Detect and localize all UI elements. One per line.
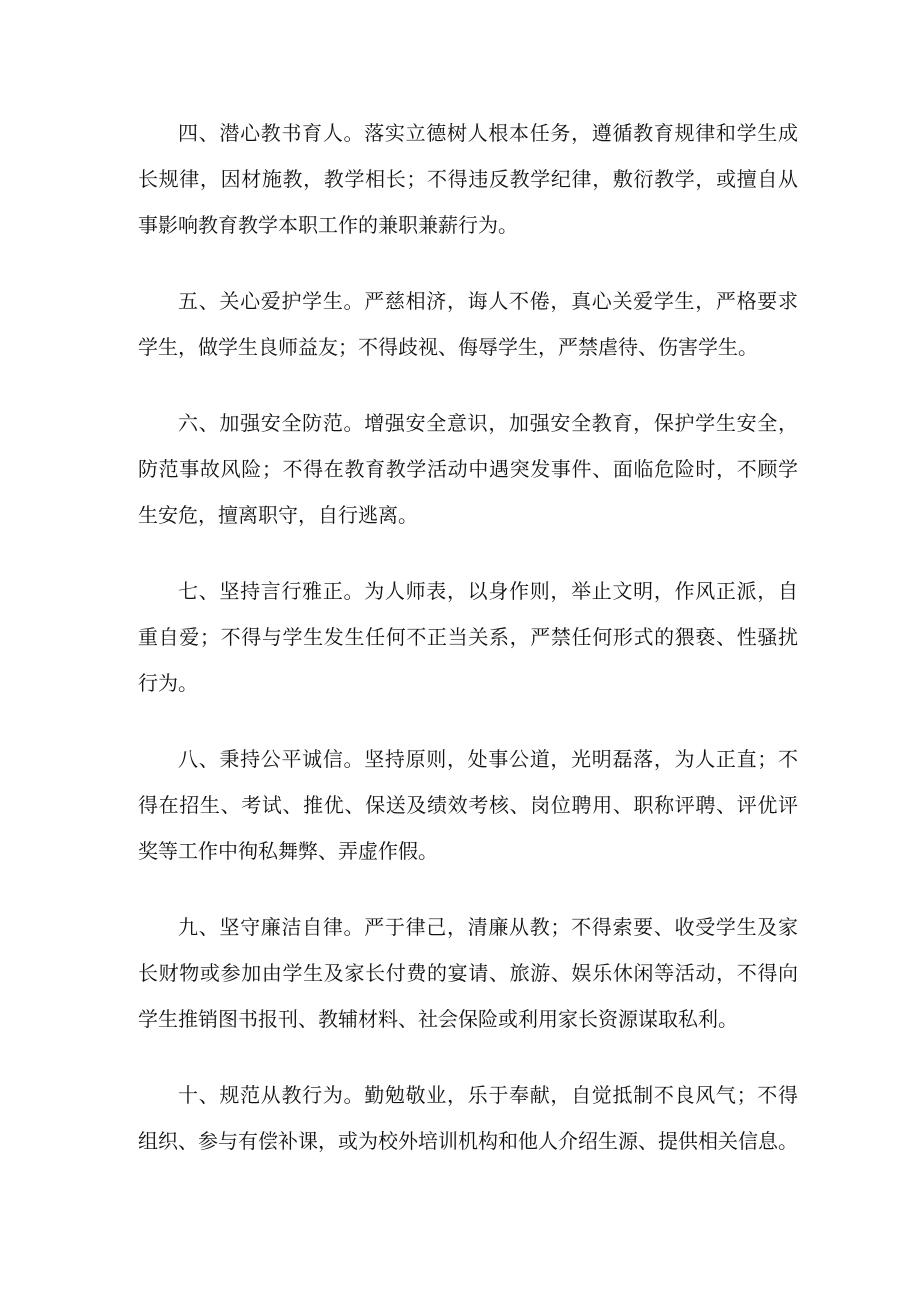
clause-7-line-3: 行为。 <box>138 671 198 695</box>
clause-6 <box>138 400 798 538</box>
clause-4 <box>138 110 798 248</box>
clause-6-line-2: 防范事故风险；不得在教育教学活动中遇突发事件、面临危险时，不顾学 <box>138 457 798 481</box>
clause-8 <box>138 736 798 874</box>
clause-9-line-3: 学生推销图书报刊、教辅材料、社会保险或利用家长资源谋取私利。 <box>138 1007 738 1031</box>
clause-8-line-1: 八、秉持公平诚信。坚持原则，处事公道，光明磊落，为人正直；不 <box>178 747 798 771</box>
clause-7-line-1: 七、坚持言行雅正。为人师表，以身作则，举止文明，作风正派，自 <box>178 579 798 603</box>
clause-8-line-3: 奖等工作中徇私舞弊、弄虚作假。 <box>138 839 438 863</box>
clause-6-line-1: 六、加强安全防范。增强安全意识，加强安全教育，保护学生安全， <box>178 411 798 435</box>
clause-5-line-1: 五、关心爱护学生。严慈相济，诲人不倦，真心关爱学生，严格要求 <box>178 289 798 313</box>
clause-8-line-2: 得在招生、考试、推优、保送及绩效考核、岗位聘用、职称评聘、评优评 <box>138 793 798 817</box>
clause-7-line-2: 重自爱；不得与学生发生任何不正当关系，严禁任何形式的猥亵、性骚扰 <box>138 625 798 649</box>
clause-10 <box>138 1072 798 1164</box>
clause-9-line-2: 长财物或参加由学生及家长付费的宴请、旅游、娱乐休闲等活动，不得向 <box>138 961 798 985</box>
clause-4-line-2: 长规律，因材施教，教学相长；不得违反教学纪律，敷衍教学，或擅自从 <box>138 167 798 191</box>
clause-10-line-2: 组织、参与有偿补课，或为校外培训机构和他人介绍生源、提供相关信息。 <box>138 1129 798 1153</box>
clause-6-line-3: 生安危，擅离职守，自行逃离。 <box>138 503 418 527</box>
clause-7 <box>138 568 798 706</box>
clause-4-line-1: 四、潜心教书育人。落实立德树人根本任务，遵循教育规律和学生成 <box>178 121 798 145</box>
clause-5-line-2: 学生，做学生良师益友；不得歧视、侮辱学生，严禁虐待、伤害学生。 <box>138 335 758 359</box>
document-body <box>138 110 798 1194</box>
clause-4-line-3: 事影响教育教学本职工作的兼职兼薪行为。 <box>138 213 518 237</box>
clause-5 <box>138 278 798 370</box>
clause-9-line-1: 九、坚守廉洁自律。严于律己，清廉从教；不得索要、收受学生及家 <box>178 915 798 939</box>
clause-9 <box>138 904 798 1042</box>
clause-10-line-1: 十、规范从教行为。勤勉敬业，乐于奉献，自觉抵制不良风气；不得 <box>178 1083 798 1107</box>
